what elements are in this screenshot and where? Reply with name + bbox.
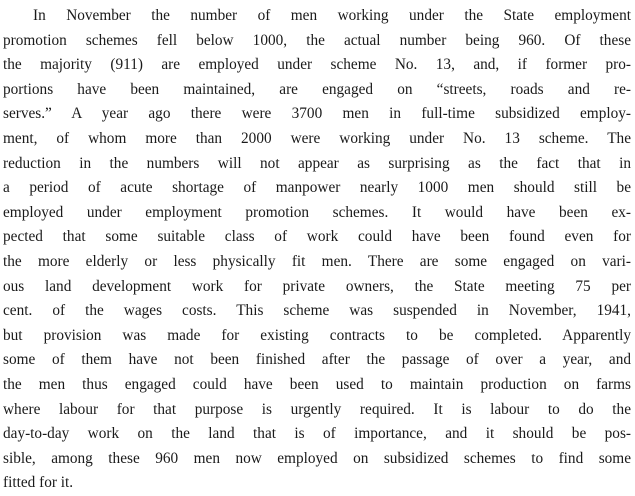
paragraph-line: employed under employment promotion schemes. It would have been ex- bbox=[3, 203, 631, 221]
paragraph-line: pected that some suitable class of work could have been found even for bbox=[3, 228, 631, 246]
paragraph-line: the more elderly or less physically fit men. There are some engaged on vari- bbox=[3, 252, 631, 270]
paragraph-line: cent. of the wages costs. This scheme was suspended in November, 1941, bbox=[3, 302, 631, 320]
document-page bbox=[3, 4, 633, 492]
paragraph-line: day-to-day work on the land that is of importance, and it should be pos- bbox=[3, 425, 631, 443]
paragraph-line: ment, of whom more than 2000 were working under No. 13 scheme. The bbox=[3, 129, 631, 147]
paragraph-line: fitted for it. bbox=[3, 474, 74, 492]
paragraph-line: sible, among these 960 men now employed on subsidized schemes to find some bbox=[3, 449, 631, 467]
paragraph-line: the men thus engaged could have been used to maintain production on farms bbox=[3, 375, 631, 393]
paragraph-line: the majority (911) are employed under scheme No. 13, and, if former pro- bbox=[3, 56, 631, 74]
paragraph-line: where labour for that purpose is urgently required. It is labour to do the bbox=[3, 400, 631, 418]
paragraph-line: a period of acute shortage of manpower nearly 1000 men should still be bbox=[3, 179, 631, 197]
paragraph-line: In November the number of men working under the State employment bbox=[33, 7, 631, 24]
paragraph-line: but provision was made for existing contracts to be completed. Apparently bbox=[3, 326, 631, 344]
body-paragraph bbox=[3, 4, 633, 496]
paragraph-line: serves.” A year ago there were 3700 men in full-time subsidized employ- bbox=[3, 105, 631, 123]
paragraph-line: reduction in the numbers will not appear as surprising as the fact that in bbox=[3, 154, 631, 172]
paragraph-line: portions have been maintained, are engaged on “streets, roads and re- bbox=[3, 80, 631, 98]
paragraph-line: ous land development work for private owners, the State meeting 75 per bbox=[3, 277, 631, 295]
paragraph-line: promotion schemes fell below 1000, the actual number being 960. Of these bbox=[3, 31, 631, 49]
paragraph-line: some of them have not been finished after the passage of over a year, and bbox=[3, 351, 631, 369]
